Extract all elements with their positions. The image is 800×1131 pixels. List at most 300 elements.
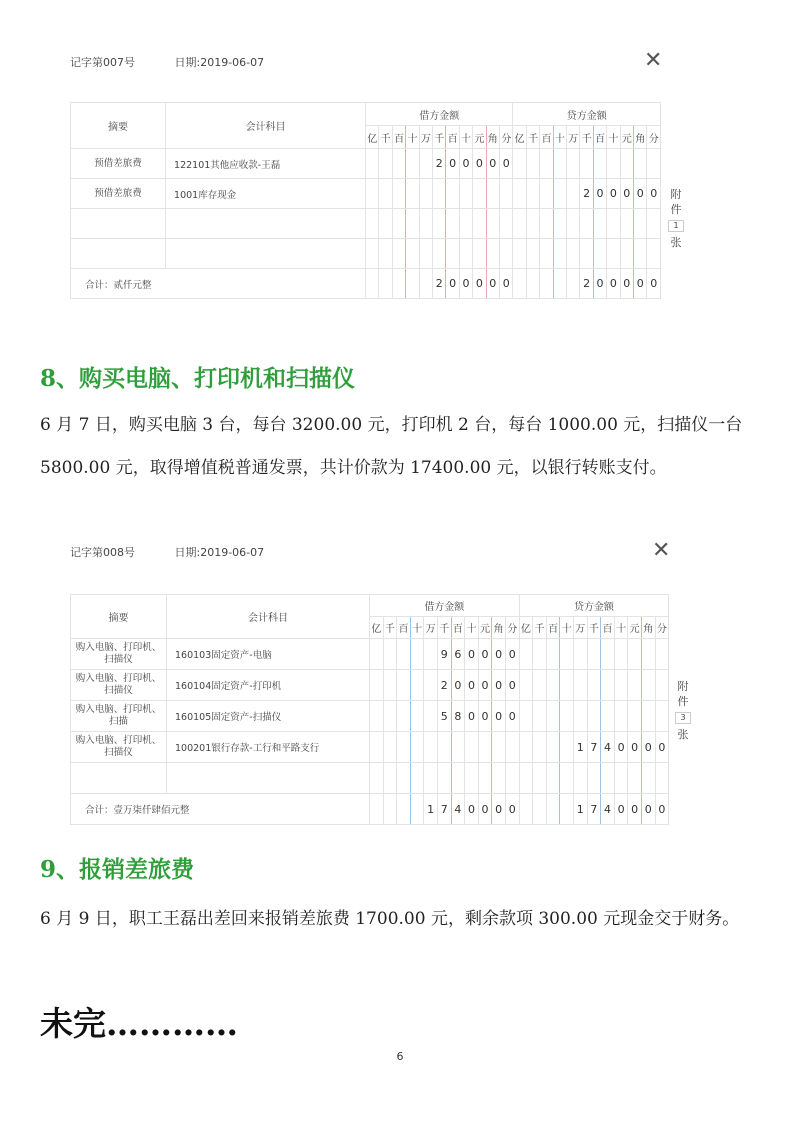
- debit-digit: [392, 209, 405, 239]
- table-row: [71, 239, 661, 269]
- total-label: 合计：贰仟元整: [71, 269, 366, 299]
- credit-digit-label: 十: [553, 126, 566, 149]
- credit-digit: [601, 670, 615, 701]
- debit-digit: [473, 239, 486, 269]
- total-debit-digit: [370, 794, 384, 825]
- attach-label: 附: [670, 188, 682, 201]
- credit-digit: [620, 239, 633, 269]
- debit-digit: [370, 670, 384, 701]
- debit-digit: [383, 639, 397, 670]
- summary-cell: 预借差旅费: [71, 179, 166, 209]
- credit-digit: [574, 701, 588, 732]
- debit-digit: [406, 179, 419, 209]
- debit-digit: [366, 149, 379, 179]
- voucher-number: 记字第007号: [70, 56, 135, 69]
- debit-digit: 0: [446, 149, 459, 179]
- credit-digit: [587, 763, 601, 794]
- voucher-008: [70, 538, 690, 829]
- debit-digit: 0: [478, 701, 492, 732]
- credit-digit: [587, 670, 601, 701]
- credit-digit: 7: [587, 732, 601, 763]
- summary-header: 摘要: [71, 595, 167, 639]
- debit-digit: [446, 209, 459, 239]
- credit-digit: [560, 670, 574, 701]
- total-debit-digit: 0: [500, 269, 513, 299]
- debit-digit: [419, 149, 432, 179]
- credit-digit: [526, 149, 539, 179]
- total-debit-digit: 0: [486, 269, 499, 299]
- credit-digit: [628, 763, 642, 794]
- credit-digit-label: 千: [526, 126, 539, 149]
- debit-digit: [419, 239, 432, 269]
- debit-digit: 6: [451, 639, 465, 670]
- debit-digit-label: 万: [419, 126, 432, 149]
- debit-digit: [492, 763, 506, 794]
- total-credit-digit: [533, 794, 547, 825]
- debit-digit: [437, 732, 451, 763]
- debit-digit: [370, 732, 384, 763]
- summary-cell: [71, 763, 167, 794]
- debit-digit: [424, 639, 438, 670]
- debit-digit-label: 亿: [366, 126, 379, 149]
- summary-cell: [71, 239, 166, 269]
- credit-digit: 2: [580, 179, 593, 209]
- credit-digit: [601, 639, 615, 670]
- total-debit-digit: 0: [446, 269, 459, 299]
- debit-digit: [459, 239, 472, 269]
- close-icon[interactable]: ✕: [644, 48, 663, 73]
- debit-digit: [486, 239, 499, 269]
- debit-digit: [379, 149, 392, 179]
- total-credit-digit: 0: [607, 269, 620, 299]
- total-debit-digit: 1: [424, 794, 438, 825]
- section-9-title: 9、报销差旅费: [40, 856, 195, 883]
- credit-digit: 0: [641, 732, 655, 763]
- credit-digit: [655, 701, 669, 732]
- debit-digit: [433, 209, 446, 239]
- debit-digit: [465, 763, 479, 794]
- credit-digit: [546, 639, 560, 670]
- credit-digit: [647, 149, 661, 179]
- total-debit-digit: [419, 269, 432, 299]
- credit-digit: [567, 239, 580, 269]
- account-cell: 1001库存现金: [166, 179, 366, 209]
- credit-digit-label: 千: [580, 126, 593, 149]
- attach-label: 附: [677, 680, 689, 693]
- credit-digit-label: 百: [540, 126, 553, 149]
- credit-digit: [607, 209, 620, 239]
- credit-digit: [533, 670, 547, 701]
- credit-digit: [580, 209, 593, 239]
- total-debit-digit: 0: [465, 794, 479, 825]
- debit-digit-label: 百: [446, 126, 459, 149]
- credit-digit-label: 万: [567, 126, 580, 149]
- debit-digit-label: 千: [379, 126, 392, 149]
- debit-digit: [397, 639, 411, 670]
- total-credit-digit: [513, 269, 526, 299]
- credit-digit: 4: [601, 732, 615, 763]
- attach-label: 件: [670, 203, 682, 216]
- account-cell: [167, 763, 370, 794]
- credit-digit-label: 千: [533, 617, 547, 639]
- credit-digit: [533, 763, 547, 794]
- debit-digit: [383, 701, 397, 732]
- credit-digit: [628, 670, 642, 701]
- credit-digit: [567, 209, 580, 239]
- debit-digit-label: 千: [383, 617, 397, 639]
- credit-digit-label: 十: [607, 126, 620, 149]
- debit-digit: 0: [492, 639, 506, 670]
- credit-digit: [533, 701, 547, 732]
- debit-digit-label: 亿: [370, 617, 384, 639]
- debit-digit: [410, 732, 424, 763]
- debit-digit-label: 千: [433, 126, 446, 149]
- credit-digit: [519, 732, 533, 763]
- credit-digit: 0: [593, 179, 606, 209]
- debit-digit: [366, 179, 379, 209]
- debit-digit: [370, 639, 384, 670]
- debit-digit-label: 角: [492, 617, 506, 639]
- total-credit-digit: [546, 794, 560, 825]
- credit-digit: 0: [647, 179, 661, 209]
- account-header: 会计科目: [167, 595, 370, 639]
- attach-label: 件: [677, 695, 689, 708]
- table-row: [71, 763, 669, 794]
- credit-digit: [614, 701, 628, 732]
- credit-digit-label: 元: [620, 126, 633, 149]
- summary-cell: 购入电脑、打印机、扫描仪: [71, 670, 167, 701]
- credit-digit: [641, 763, 655, 794]
- credit-digit: [526, 239, 539, 269]
- credit-digit: [628, 639, 642, 670]
- total-debit-digit: [410, 794, 424, 825]
- summary-header: 摘要: [71, 103, 166, 149]
- debit-digit: [383, 670, 397, 701]
- credit-digit-label: 元: [628, 617, 642, 639]
- voucher-date: 日期:2019-06-07: [174, 546, 265, 559]
- voucher-table: [70, 594, 669, 825]
- debit-digit: [370, 763, 384, 794]
- credit-digit-label: 角: [634, 126, 647, 149]
- credit-digit: [655, 670, 669, 701]
- summary-cell: 购入电脑、打印机、扫描仪: [71, 732, 167, 763]
- debit-digit: [486, 179, 499, 209]
- credit-digit-label: 万: [574, 617, 588, 639]
- debit-digit: [424, 732, 438, 763]
- total-credit-digit: 0: [620, 269, 633, 299]
- debit-header: 借方金额: [370, 595, 520, 617]
- page-number: 6: [396, 1050, 404, 1063]
- total-row: [71, 794, 669, 825]
- credit-digit: [546, 701, 560, 732]
- account-cell: 122101其他应收款-王磊: [166, 149, 366, 179]
- debit-digit-label: 元: [473, 126, 486, 149]
- voucher-007: [70, 48, 690, 334]
- total-credit-digit: 4: [601, 794, 615, 825]
- debit-digit: 0: [486, 149, 499, 179]
- attach-count-box: 1: [668, 220, 684, 232]
- credit-digit: [614, 670, 628, 701]
- debit-digit-label: 十: [459, 126, 472, 149]
- credit-digit-label: 亿: [513, 126, 526, 149]
- credit-digit: [513, 239, 526, 269]
- credit-digit: [628, 701, 642, 732]
- total-debit-digit: [392, 269, 405, 299]
- total-credit-digit: [560, 794, 574, 825]
- debit-digit: [397, 670, 411, 701]
- total-credit-digit: 0: [593, 269, 606, 299]
- credit-digit: [641, 701, 655, 732]
- attachment-count: [668, 187, 684, 250]
- total-credit-digit: 7: [587, 794, 601, 825]
- credit-digit: [620, 149, 633, 179]
- debit-digit: [459, 179, 472, 209]
- summary-cell: [71, 209, 166, 239]
- credit-digit: [647, 239, 661, 269]
- debit-digit: 0: [478, 670, 492, 701]
- debit-digit-label: 万: [424, 617, 438, 639]
- total-credit-digit: 0: [634, 269, 647, 299]
- total-debit-digit: 0: [459, 269, 472, 299]
- debit-digit: [492, 732, 506, 763]
- credit-digit: [641, 639, 655, 670]
- credit-digit: [567, 179, 580, 209]
- debit-digit: [383, 763, 397, 794]
- credit-digit: [540, 179, 553, 209]
- debit-digit: 0: [465, 701, 479, 732]
- debit-digit: [383, 732, 397, 763]
- credit-digit: [634, 149, 647, 179]
- credit-digit: [519, 763, 533, 794]
- attachment-count: [675, 679, 691, 742]
- debit-digit: [478, 763, 492, 794]
- debit-digit-label: 角: [486, 126, 499, 149]
- total-credit-digit: [540, 269, 553, 299]
- total-debit-digit: [379, 269, 392, 299]
- total-credit-digit: 0: [614, 794, 628, 825]
- close-icon[interactable]: ✕: [652, 538, 671, 563]
- debit-digit: [459, 209, 472, 239]
- credit-digit-label: 分: [655, 617, 669, 639]
- credit-digit: 0: [628, 732, 642, 763]
- debit-digit: 2: [437, 670, 451, 701]
- credit-digit: [620, 209, 633, 239]
- debit-digit: [500, 209, 513, 239]
- credit-digit: [641, 670, 655, 701]
- debit-digit: 2: [433, 149, 446, 179]
- debit-digit: [397, 701, 411, 732]
- credit-digit: [533, 639, 547, 670]
- debit-digit: [433, 179, 446, 209]
- table-row: [71, 670, 669, 701]
- credit-digit: [560, 701, 574, 732]
- total-debit-digit: [383, 794, 397, 825]
- debit-digit: 0: [505, 670, 519, 701]
- credit-digit: [560, 763, 574, 794]
- debit-digit: [366, 239, 379, 269]
- credit-digit: [601, 763, 615, 794]
- debit-header: 借方金额: [366, 103, 513, 126]
- credit-digit: [513, 209, 526, 239]
- section-8-title: 8、购买电脑、打印机和扫描仪: [40, 365, 356, 392]
- debit-digit: [406, 239, 419, 269]
- credit-digit: [580, 239, 593, 269]
- debit-digit: [451, 732, 465, 763]
- debit-digit-label: 分: [500, 126, 513, 149]
- credit-digit: [519, 670, 533, 701]
- credit-digit: [513, 149, 526, 179]
- credit-digit: [587, 639, 601, 670]
- account-cell: 100201银行存款-工行和平路支行: [167, 732, 370, 763]
- debit-digit: 0: [492, 670, 506, 701]
- debit-digit: [473, 209, 486, 239]
- debit-digit: [465, 732, 479, 763]
- debit-digit: 0: [465, 639, 479, 670]
- total-credit-digit: 2: [580, 269, 593, 299]
- credit-digit: [567, 149, 580, 179]
- credit-header: 贷方金额: [513, 103, 661, 126]
- credit-digit: 1: [574, 732, 588, 763]
- debit-digit: [433, 239, 446, 269]
- total-credit-digit: 0: [655, 794, 669, 825]
- credit-digit-label: 亿: [519, 617, 533, 639]
- credit-digit: [614, 763, 628, 794]
- total-credit-digit: 1: [574, 794, 588, 825]
- table-row: [71, 179, 661, 209]
- account-cell: 160105固定资产-扫描仪: [167, 701, 370, 732]
- credit-digit: [614, 639, 628, 670]
- credit-digit: [601, 701, 615, 732]
- summary-cell: 购入电脑、打印机、扫描仪: [71, 639, 167, 670]
- debit-digit: 0: [500, 149, 513, 179]
- debit-digit: [424, 670, 438, 701]
- table-row: [71, 149, 661, 179]
- debit-digit: 9: [437, 639, 451, 670]
- debit-digit: 5: [437, 701, 451, 732]
- debit-digit-label: 百: [451, 617, 465, 639]
- total-row: [71, 269, 661, 299]
- table-row: [71, 732, 669, 763]
- debit-digit-label: 千: [437, 617, 451, 639]
- debit-digit-label: 百: [397, 617, 411, 639]
- debit-digit: [366, 209, 379, 239]
- credit-digit: [574, 763, 588, 794]
- credit-digit: [533, 732, 547, 763]
- credit-digit: [593, 239, 606, 269]
- debit-digit: [392, 239, 405, 269]
- credit-digit: [553, 149, 566, 179]
- debit-digit-label: 十: [465, 617, 479, 639]
- total-debit-digit: 4: [451, 794, 465, 825]
- debit-digit: [473, 179, 486, 209]
- debit-digit: 0: [505, 639, 519, 670]
- account-cell: 160104固定资产-打印机: [167, 670, 370, 701]
- credit-digit: [593, 149, 606, 179]
- debit-digit: [486, 209, 499, 239]
- debit-digit: 0: [451, 670, 465, 701]
- debit-digit: [437, 763, 451, 794]
- credit-digit: [634, 209, 647, 239]
- account-cell: 160103固定资产-电脑: [167, 639, 370, 670]
- debit-digit: [392, 179, 405, 209]
- debit-digit: [406, 209, 419, 239]
- credit-digit: 0: [620, 179, 633, 209]
- debit-digit: [397, 732, 411, 763]
- debit-digit: [379, 179, 392, 209]
- debit-digit: 8: [451, 701, 465, 732]
- table-row: [71, 209, 661, 239]
- credit-digit-label: 百: [601, 617, 615, 639]
- debit-digit: [419, 209, 432, 239]
- credit-digit-label: 十: [614, 617, 628, 639]
- total-debit-digit: 0: [473, 269, 486, 299]
- credit-digit-label: 十: [560, 617, 574, 639]
- total-credit-digit: [567, 269, 580, 299]
- debit-digit: [505, 763, 519, 794]
- credit-digit: [546, 763, 560, 794]
- total-credit-digit: 0: [628, 794, 642, 825]
- total-credit-digit: 0: [641, 794, 655, 825]
- credit-digit: [553, 179, 566, 209]
- debit-digit: [419, 179, 432, 209]
- credit-digit: [574, 639, 588, 670]
- debit-digit: [370, 701, 384, 732]
- debit-digit: [406, 149, 419, 179]
- credit-digit: [540, 239, 553, 269]
- debit-digit: [505, 732, 519, 763]
- credit-digit: [546, 670, 560, 701]
- credit-digit: [607, 239, 620, 269]
- summary-cell: 购入电脑、打印机、扫描: [71, 701, 167, 732]
- credit-digit: [546, 732, 560, 763]
- voucher-date: 日期:2019-06-07: [174, 56, 265, 69]
- total-credit-digit: [519, 794, 533, 825]
- credit-digit: [540, 149, 553, 179]
- credit-digit: 0: [634, 179, 647, 209]
- credit-digit: [647, 209, 661, 239]
- credit-digit-label: 千: [587, 617, 601, 639]
- credit-digit: 0: [614, 732, 628, 763]
- credit-digit: [560, 732, 574, 763]
- debit-digit: [410, 639, 424, 670]
- account-header: 会计科目: [166, 103, 366, 149]
- debit-digit: [478, 732, 492, 763]
- debit-digit-label: 十: [406, 126, 419, 149]
- debit-digit-label: 分: [505, 617, 519, 639]
- credit-digit: [540, 209, 553, 239]
- credit-digit-label: 角: [641, 617, 655, 639]
- credit-digit: [574, 670, 588, 701]
- debit-digit: [392, 149, 405, 179]
- total-credit-digit: 0: [647, 269, 661, 299]
- credit-digit: [587, 701, 601, 732]
- table-row: [71, 639, 669, 670]
- total-credit-digit: [553, 269, 566, 299]
- debit-digit: [397, 763, 411, 794]
- credit-digit-label: 分: [647, 126, 661, 149]
- total-debit-digit: [406, 269, 419, 299]
- total-debit-digit: [366, 269, 379, 299]
- credit-digit: [655, 639, 669, 670]
- debit-digit: 0: [478, 639, 492, 670]
- credit-digit-label: 百: [546, 617, 560, 639]
- debit-digit: [410, 701, 424, 732]
- total-debit-digit: 7: [437, 794, 451, 825]
- debit-digit: [424, 701, 438, 732]
- credit-digit: 0: [655, 732, 669, 763]
- debit-digit: [379, 209, 392, 239]
- debit-digit: 0: [459, 149, 472, 179]
